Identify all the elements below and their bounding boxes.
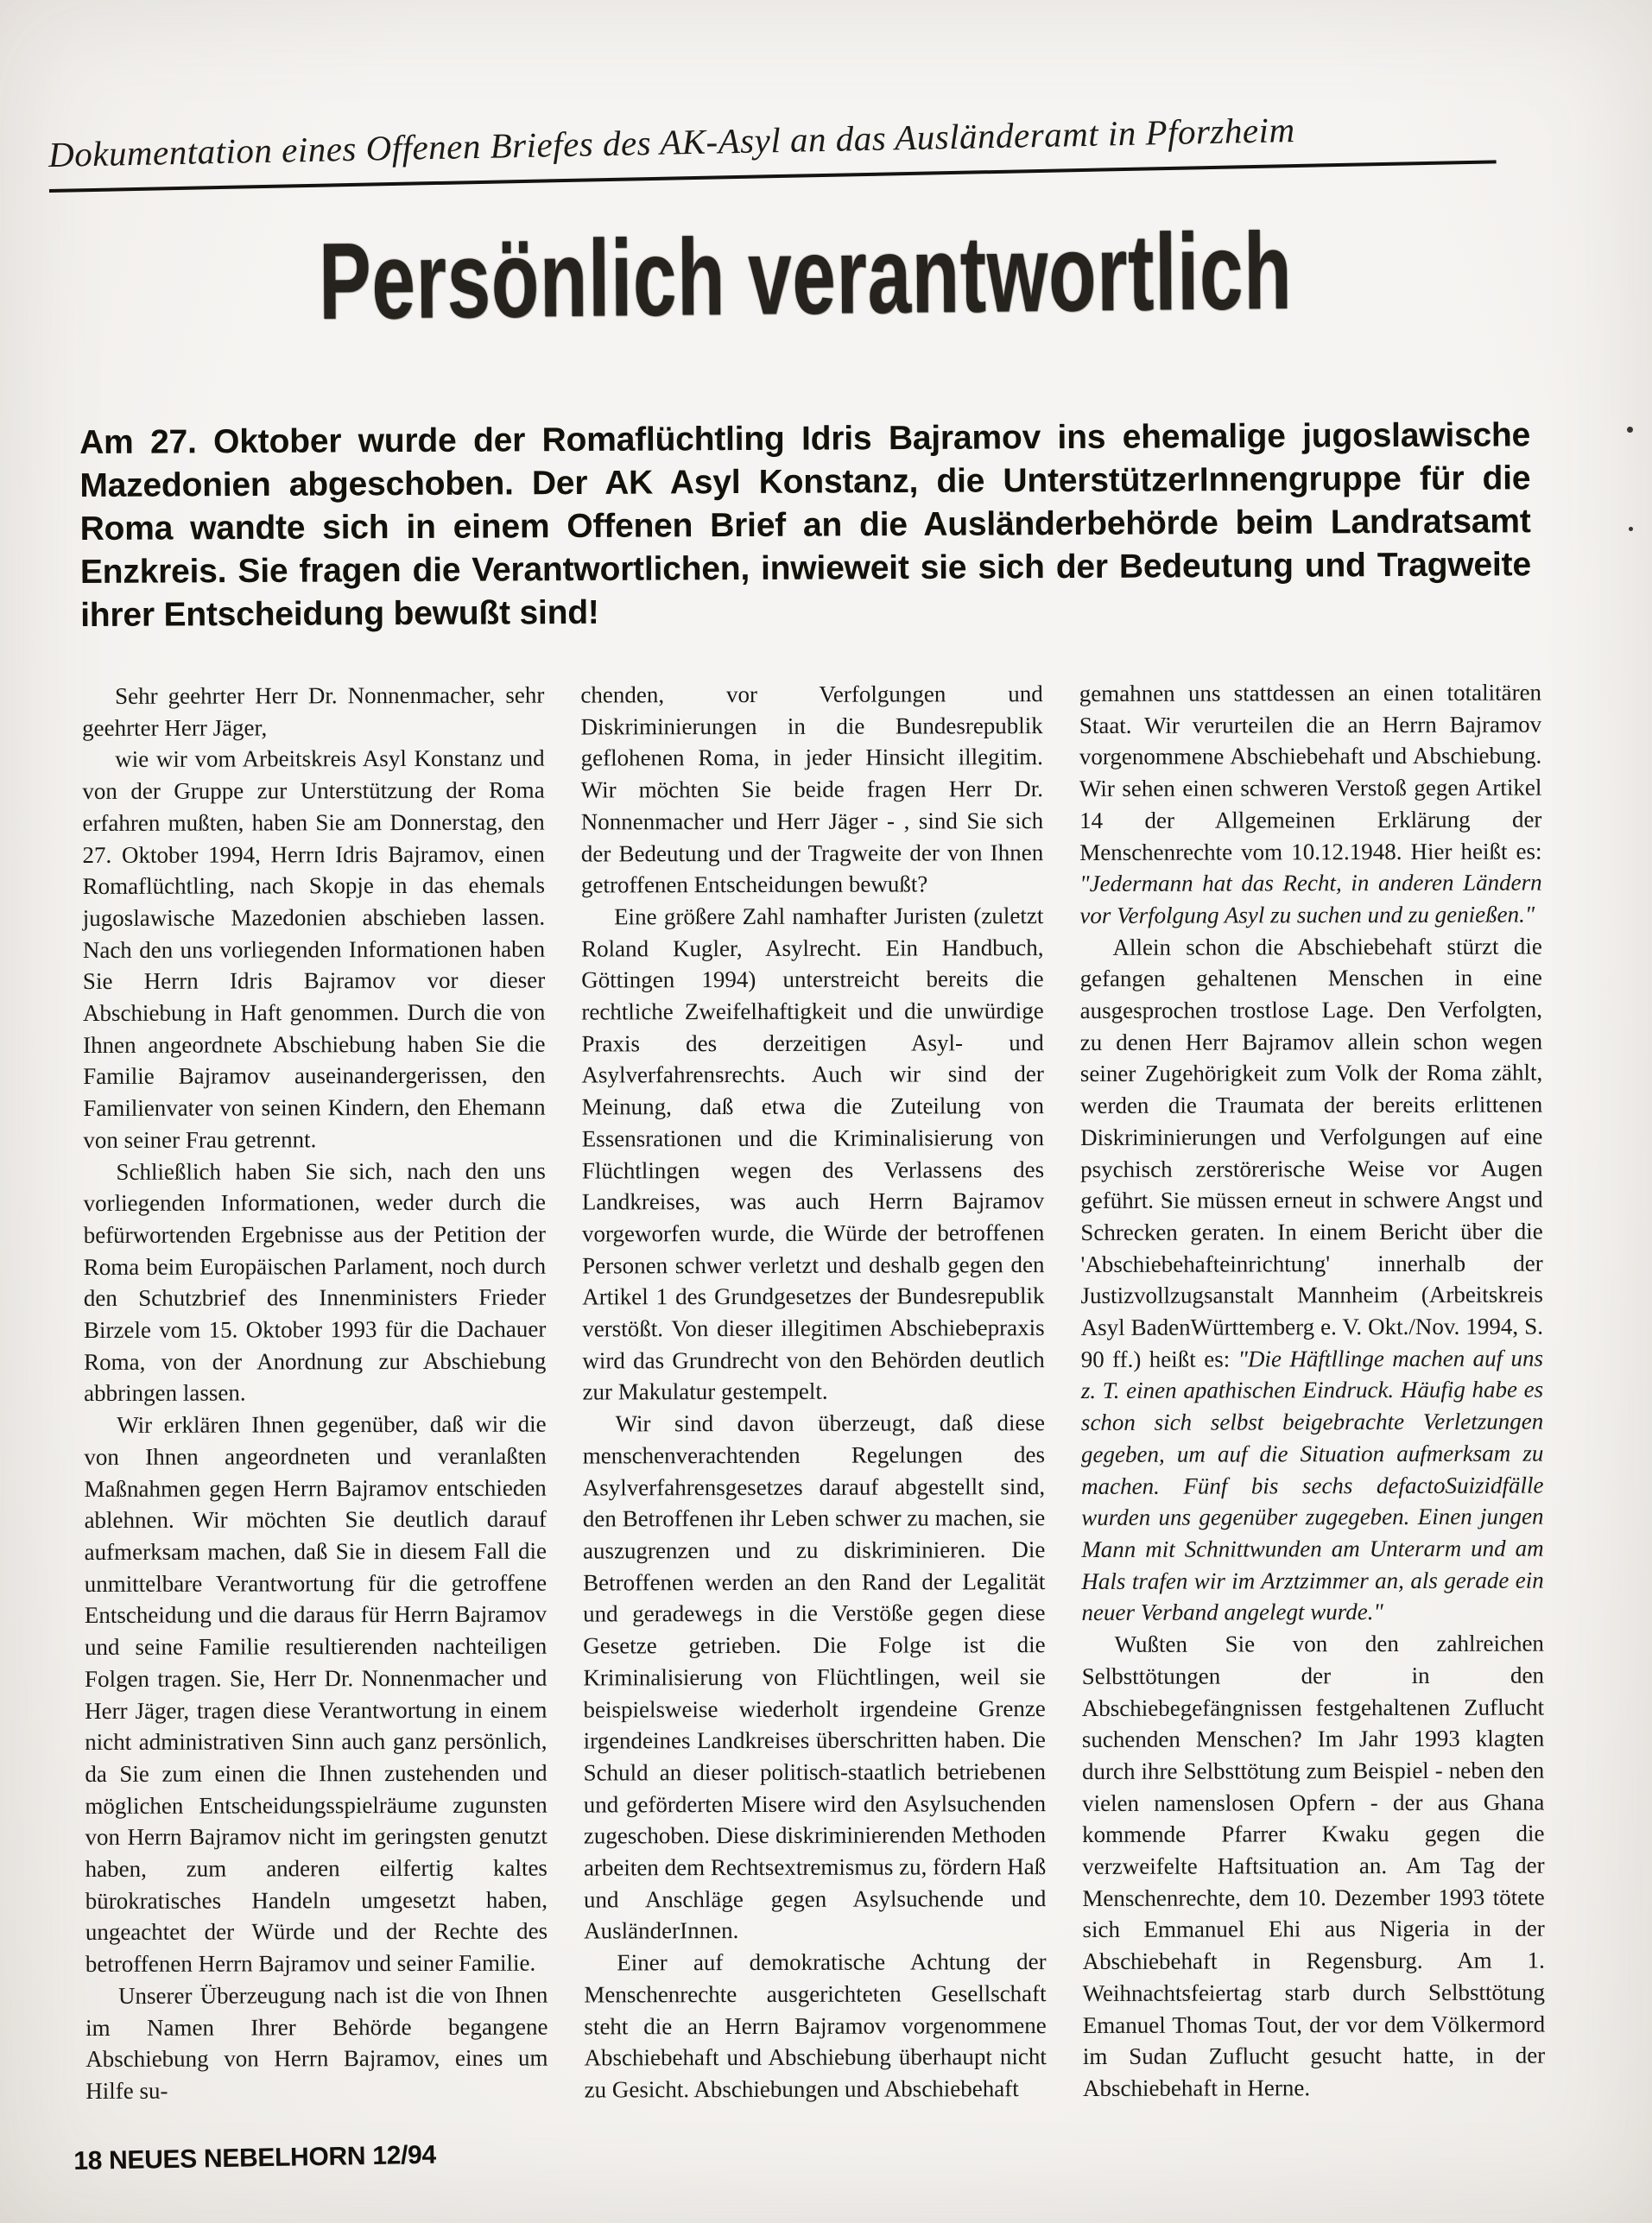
quote-text: "Die Häftllinge machen auf uns z. T. einen apathischen Eindruck. Häufig habe es schon sich selbst beigebrachte Verletzungen gegeben, um auf die Situation aufmerksam zu machen. Fünf bis sechs defactoSuizidfälle wurden uns gegenüber zugegeben. Einen jungen Mann mit Schnittwunden am Unterarm und am Hals trafen wir im Arztzimmer an, als gerade ein neuer Verband angelegt wurde." xyxy=(1080,1345,1544,1626)
article-paragraph xyxy=(82,680,545,744)
body-text: Allein schon die Abschiebehaft stürzt die gefangen gehaltenen Menschen in eine ausgesprochen trostlose Lage. Den Verfolgten, zu denen Herr Bajramov allein schon wegen seiner Zugehörigkeit zum Volk der Roma zählt, werden die Traumata der bereits erlittenen Diskriminierungen und Verfolgungen auf eine psychisch zerstörerische Weise vor Augen geführt. Sie müssen erneut in schwere Angst und Schrecken geraten. In einem Bericht über die 'Abschiebehafteinrichtung' innerhalb der Justizvollzugsanstalt Mannheim (Arbeitskreis Asyl BadenWürttemberg e. V. Okt./Nov. 1994, S. 90 ff.) heißt es: xyxy=(1079,933,1543,1372)
body-text: Eine größere Zahl namhafter Juristen (zuletzt Roland Kugler, Asylrecht. Ein Handbuch, Göttingen 1994) unterstreicht bereits die rechtliche Zweifelhaftigkeit und die unwürdige Praxis des derzeitigen Asyl- und Asylverfahrensrechts. Auch wir sind der Meinung, daß etwa die Zuteilung von Essensrationen und die Kriminalisierung von Flüchtlingen wegen des Verlassens des Landkreises, was auch Herrn Bajramov vorgeworfen wurde, die Würde der betroffenen Personen schwer verletzt und deshalb gegen den Artikel 1 des Grundgesetzes der Bundesrepublik verstößt. Von dieser illegitimen Abschiebepraxis wird das Grundrecht von den Behörden deutlich zur Makulatur gestempelt. xyxy=(581,902,1045,1405)
article-body xyxy=(82,677,1545,2107)
body-text: gemahnen uns stattdessen an einen totalitären Staat. Wir verurteilen die an Herrn Bajramov vorgenommene Abschiebehaft und Abschiebung. Wir sehen einen schweren Verstoß gegen Artikel 14 der Allgemeinen Erklärung der Menschenrechte vom 10.12.1948. Hier heißt es: xyxy=(1079,679,1542,865)
article-paragraph xyxy=(584,1946,1047,2106)
body-text: Wir sind davon überzeugt, daß diese menschenverachtenden Regelungen des Asylverfahrensgesetzes darauf abgestellt sind, den Betroffenen ihr Leben schwer zu machen, sie auszugrenzen und zu diskriminieren. Die Betroffenen werden an den Rand der Legalität und geradewegs in die Verstöße gegen diese Gesetze getrieben. Die Folge ist die Kriminalisierung von Flüchtlingen, weil sie beispielsweise wiederholt irgendeine Grenze irgendeines Landkreises überschritten haben. Die Schuld an dieser politisch-staatlich betriebenen und geförderten Misere wird den Asylsuchenden zugeschoben. Diese diskriminierenden Methoden arbeiten dem Rechtsextremismus zu, fördern Haß und Anschläge gegen Asylsuchende und AusländerInnen. xyxy=(582,1409,1047,1944)
body-text: Wußten Sie von den zahlreichen Selbsttötungen der in den Abschiebegefängnissen festgehaltenen Zuflucht suchenden Menschen? Im Jahr 1993 klagten durch ihre Selbsttötung zum Beispiel - neben den vielen namenslosen Opfern - der aus Ghana kommende Pfarrer Kwaku gegen die verzweifelte Haftsituation an. Am Tag der Menschenrechte, dem 10. Dezember 1993 tötete sich Emmanuel Ehi aus Nigeria in der Abschiebehaft in Regensburg. Am 1. Weihnachtsfeiertag starb durch Selbsttötung Emanuel Thomas Tout, der vor dem Völkermord im Sudan Zuflucht gesucht hatte, in der Abschiebehaft in Herne. xyxy=(1081,1630,1546,2101)
article-column-2 xyxy=(580,678,1047,2106)
body-text: Sehr geehrter Herr Dr. Nonnenmacher, sehr geehrter Herr Jäger, xyxy=(82,681,545,741)
body-text: Schließlich haben Sie sich, nach den uns vorliegenden Informationen, weder durch die befürwortenden Ergebnisse aus der Petition der Roma beim Europäischen Parlament, noch durch den Schutzbrief des Innenministers Frieder Birzele vom 15. Oktober 1993 für die Dachauer Roma, von der Anordnung zur Abschiebung abbringen lassen. xyxy=(83,1157,547,1407)
article-paragraph xyxy=(581,900,1045,1409)
article-paragraph xyxy=(1082,1628,1546,2105)
body-text: Einer auf demokratische Achtung der Menschenrechte ausgerichteten Gesellschaft steht die an Herrn Bajramov vorgenommene Abschiebehaft und Abschiebung überhaupt nicht zu Gesicht. Abschiebungen und Abschiebehaft xyxy=(584,1948,1047,2103)
article-paragraph xyxy=(1079,930,1543,1629)
article-paragraph xyxy=(580,678,1043,901)
scan-artifact-dot xyxy=(1627,427,1633,433)
body-text: Wir erklären Ihnen gegenüber, daß wir die von Ihnen angeordneten und veranlaßten Maßnahmen gegen Herrn Bajramov entschieden ablehnen. Wir möchten Sie deutlich darauf aufmerksam machen, daß Sie in diesem Fall die unmittelbare Verantwortung für die getroffene Entscheidung und die daraus für Herrn Bajramov und seine Familie resultierenden nachteiligen Folgen tragen. Sie, Herr Dr. Nonnenmacher und Herr Jäger, tragen diese Verantwortung in einem nicht administrativen Sinn auch ganz persönlich, da Sie zum einen die Ihnen zustehenden und möglichen Entscheidungsspielräume zugunsten von Herrn Bajramov nicht im geringsten genutzt haben, zum anderen eilfertig kaltes bürokratisches Handeln umgesetzt haben, ungeachtet der Würde und der Rechte des betroffenen Herrn Bajramov und seiner Familie. xyxy=(84,1410,548,1978)
article-column-1 xyxy=(82,680,548,2107)
scan-artifact-dot xyxy=(1629,527,1633,531)
kicker-dateline xyxy=(48,105,1497,193)
quote-text: "Jedermann hat das Recht, in anderen Ländern vor Verfolgung Asyl zu suchen und zu genießen." xyxy=(1079,869,1542,928)
article-paragraph xyxy=(583,1407,1047,1947)
page-title xyxy=(0,209,1652,343)
article-paragraph xyxy=(83,1155,546,1409)
article-paragraph xyxy=(82,743,546,1156)
page-footer-folio: 18 NEUES NEBELHORN 12/94 xyxy=(73,2140,437,2176)
article-column-3 xyxy=(1079,677,1546,2105)
lead-paragraph: Am 27. Oktober wurde der Romaflüchtling Idris Bajramov ins ehemalige jugoslawische Mazedonien abgeschoben. Der AK Asyl Konstanz, die UnterstützerInnengruppe für die Roma wandte sich in einem Offenen Brief an die Ausländerbehörde beim Landratsamt Enzkreis. Sie fragen die Verantwortlichen, inwieweit sie sich der Bedeutung und Tragweite ihrer Entscheidung bewußt sind! xyxy=(79,416,1532,634)
body-text: Unserer Überzeugung nach ist die von Ihnen im Namen Ihrer Behörde begangene Abschiebung von Herrn Bajramov, eines um Hilfe su- xyxy=(85,1981,548,2104)
article-paragraph xyxy=(1079,677,1542,932)
article-paragraph xyxy=(85,1979,548,2106)
page-title-text: Persönlich verantwortlich xyxy=(318,209,1293,343)
body-text: chenden, vor Verfolgungen und Diskriminierungen in die Bundesrepublik geflohenen Roma, in jeder Hinsicht illegitim. Wir möchten Sie beide fragen Herr Dr. Nonnenmacher und Herr Jäger - , sind Sie sich der Bedeutung und der Tragweite der von Ihnen getroffenen Entscheidungen bewußt? xyxy=(580,681,1044,898)
kicker-text: Dokumentation eines Offenen Briefes des AK-Asyl an das Ausländeramt in Pforzheim xyxy=(47,110,1295,175)
body-text: wie wir vom Arbeitskreis Asyl Konstanz und von der Gruppe zur Unterstützung der Roma erfahren mußten, haben Sie am Donnerstag, den 27. Oktober 1994, Herrn Idris Bajramov, einen Romaflüchtling, nach Skopje in das ehemals jugoslawische Mazedonien abschieben lassen. Nach den uns vorliegenden Informationen haben Sie Herrn Idris Bajramov vor dieser Abschiebung in Haft genommen. Durch die von Ihnen angeordnete Abschiebung haben Sie die Familie Bajramov auseinandergerissen, den Familienvater von seinen Kindern, den Ehemann von seiner Frau getrennt. xyxy=(82,745,546,1153)
article-paragraph xyxy=(84,1409,548,1980)
